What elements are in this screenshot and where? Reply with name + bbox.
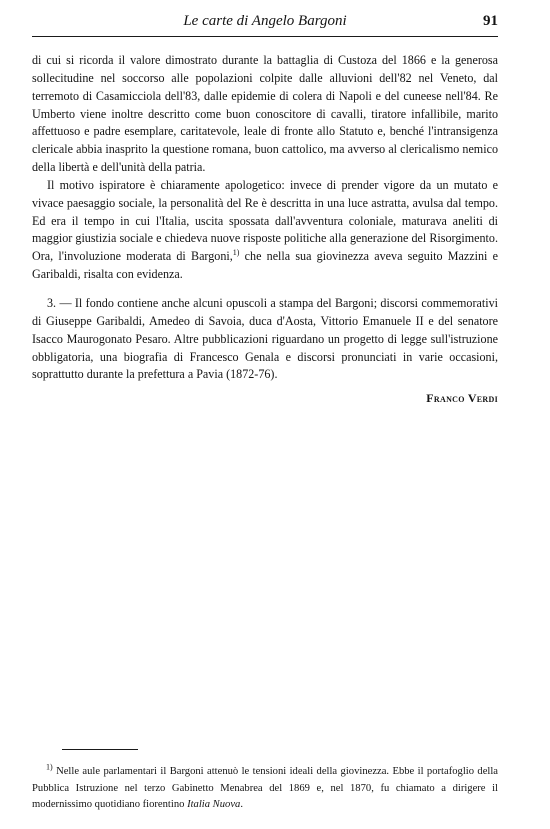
paragraph-2-text: Il motivo ispiratore è chiaramente apologetico: invece di prender vigore da un mutato e vivace paesaggio sociale, la personalità del Re è descritta in una luce astratta, avulsa dal tempo. Ed era il tempo in cui l'Italia, uscita spossata dall'avventura coloniale, maturava aneliti di maggior giustizia sociale e chiedeva nuove risposte politiche alla generazione del Risorgimento. Ora, l'involuzione moderata di Bargoni, [32,177,498,264]
paragraph-1: di cui si ricorda il valore dimostrato durante la battaglia di Custoza del 1866 e la generosa sollecitudine nel soccorso alle popolazioni colpite dalle alluvioni dell'82 nel Veneto, dal terremoto di Casamicciola dell'83, dalle epidemie di colera di Napoli e del cuneese nell'84. Re Umberto viene inoltre descritto come buon conoscitore di cavalli, tiratore infallibile, marito affettuoso e padre esemplare, caritatevole, leale di fronte allo Statuto e, benché l'intransigenza clericale abbia inasprito la questione romana, buon cattolico, ma avverso al clericalismo nemico della libertà e dell'unità della patria. [32,53,498,175]
author-signature: Franco Verdi [426,391,498,406]
footnote [32,764,498,814]
footnote-end: . [240,799,243,810]
paragraph-2 [32,177,498,284]
running-head: Le carte di Angelo Bargoni [183,13,347,29]
paragraph-3: 3. — Il fondo contiene anche alcuni opuscoli a stampa del Bargoni; discorsi commemorativi di Giuseppe Garibaldi, Amedeo di Savoia, duca d'Aosta, Vittorio Emanuele II e del senatore Isacco Maurogonato Pesaro. Altre pubblicazioni riguardano un progetto di legge sull'istruzione obbligatoria, una biografia di Francesco Genala e discorsi pronunciati in varie occasioni, soprattutto durante la prefettura a Pavia (1872-76). [32,295,498,382]
footnote-reference: 1) [232,248,240,258]
header-rule [32,36,498,37]
footnote-text: Nelle aule parlamentari il Bargoni attenuò le tensioni ideali della giovinezza. Ebbe il portafoglio della Pubblica Istruzione nel terzo Gabinetto Menabrea del 1869 e, nel 1870, fu chiamato a dirigere il modernissimo quotidiano fiorentino [32,766,498,810]
page-number: 91 [483,13,498,29]
page-header [32,13,498,37]
newspaper-title: Italia Nuova [187,799,241,810]
footnote-mark: 1) [46,762,53,772]
article-body [32,52,498,408]
paragraph-2-continuation: che nella sua giovinezza aveva seguito Mazzini e Garibaldi, risalta con evidenza. [32,249,498,282]
footnote-rule [62,749,138,750]
